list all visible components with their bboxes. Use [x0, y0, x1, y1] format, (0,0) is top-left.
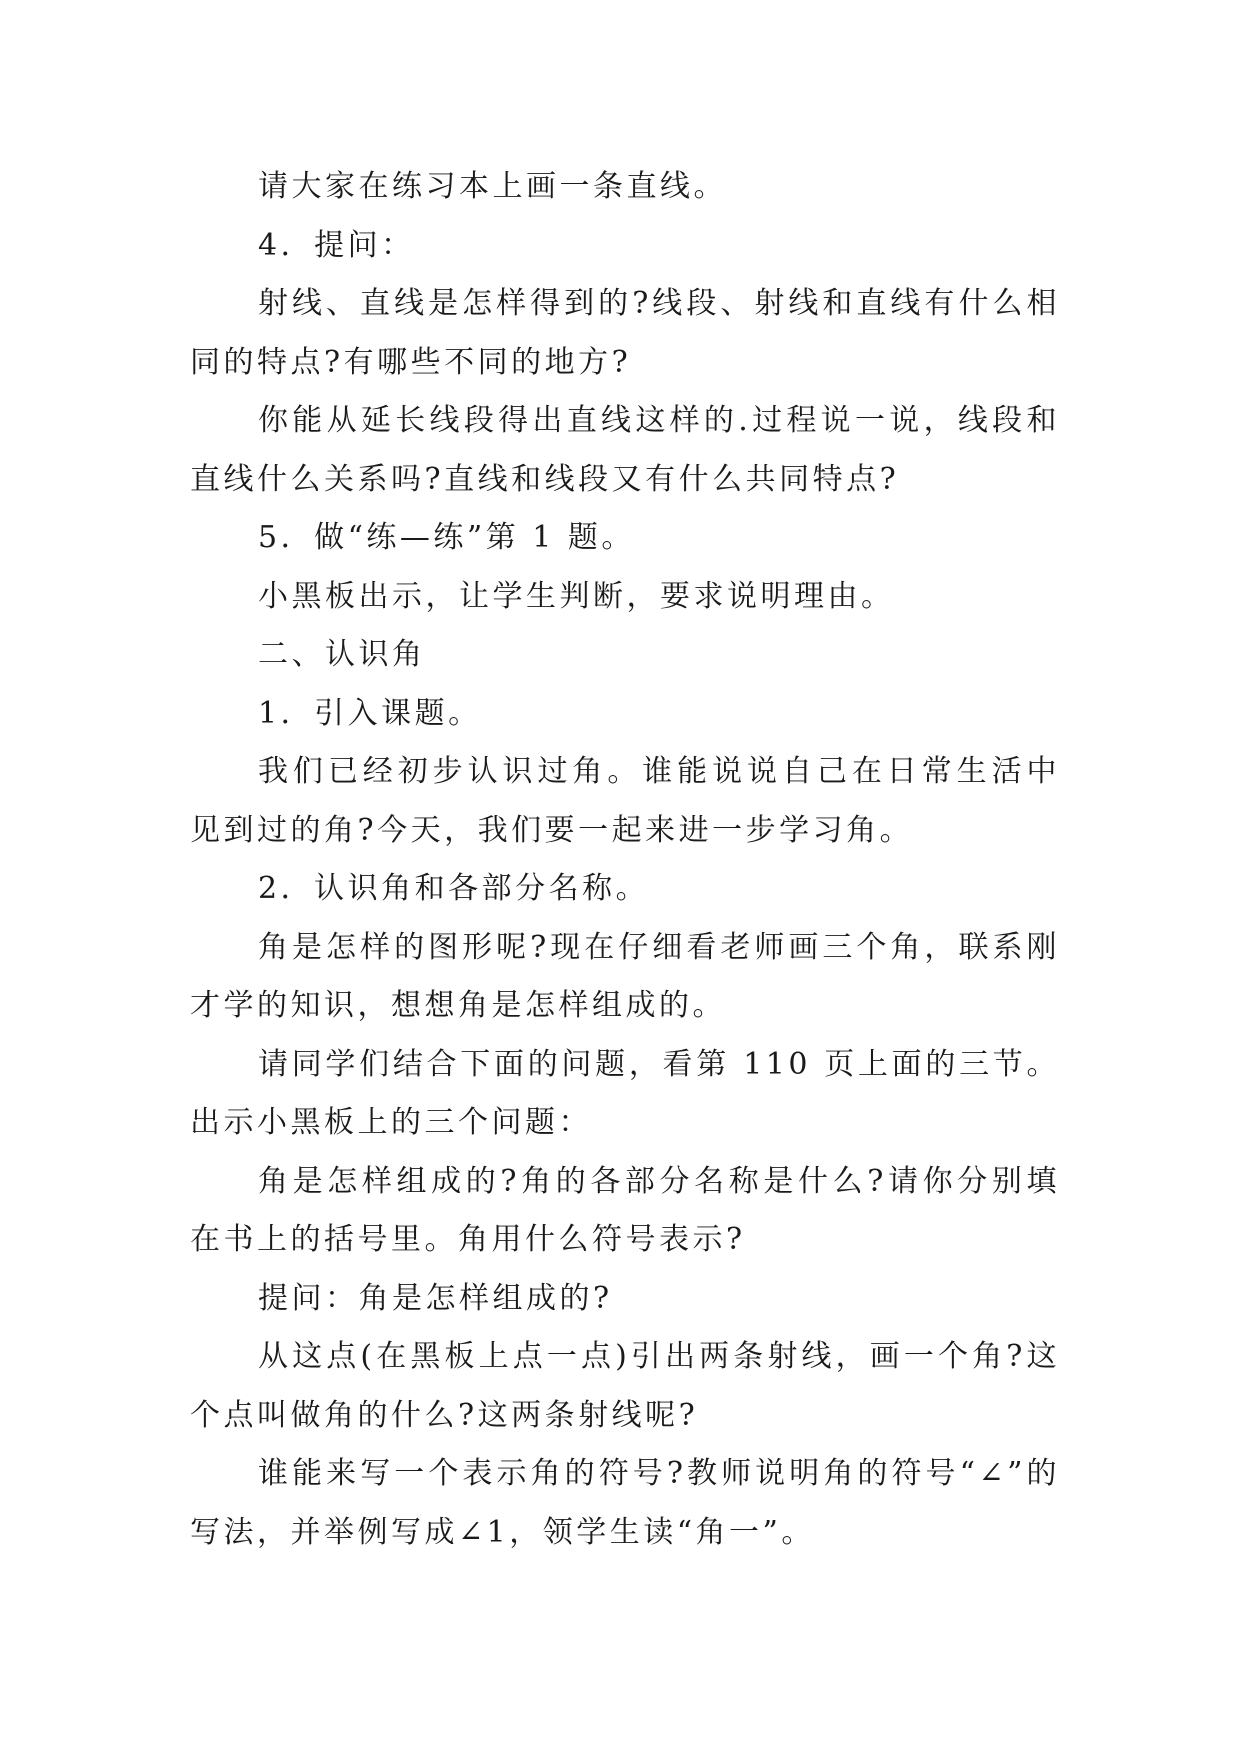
paragraph: 2．认识角和各部分名称。: [258, 871, 650, 906]
paragraph: 请同学们结合下面的问题，看第 110 页上面的三节。出示小黑板上的三个问题：: [190, 1046, 1060, 1140]
paragraph: 角是怎样组成的?角的各部分名称是什么?请你分别填在书上的括号里。角用什么符号表示?: [190, 1163, 1060, 1257]
paragraph: 谁能来写一个表示角的符号?教师说明角的符号“∠”的写法，并举例写成∠1，领学生读“角一”。: [190, 1456, 1060, 1550]
paragraph: 提问：角是怎样组成的?: [258, 1280, 613, 1316]
document-body: [190, 158, 1060, 1562]
paragraph: 我们已经初步认识过角。谁能说说自己在日常生活中见到过的角?今天，我们要一起来进一步学习角。: [190, 754, 1060, 848]
paragraph: 从这点(在黑板上点一点)引出两条射线，画一个角?这个点叫做角的什么?这两条射线呢?: [190, 1339, 1060, 1433]
paragraph: 1．引入课题。: [258, 695, 482, 731]
paragraph: 角是怎样的图形呢?现在仔细看老师画三个角，联系刚才学的知识，想想角是怎样组成的。: [190, 929, 1060, 1023]
paragraph: 射线、直线是怎样得到的?线段、射线和直线有什么相同的特点?有哪些不同的地方?: [190, 286, 1060, 380]
paragraph: 你能从延长线段得出直线这样的.过程说一说，线段和直线什么关系吗?直线和线段又有什么共同特点?: [190, 403, 1060, 497]
paragraph: 4．提问：: [258, 227, 415, 263]
paragraph: 小黑板出示，让学生判断，要求说明理由。: [258, 578, 895, 614]
paragraph: 请大家在练习本上画一条直线。: [258, 169, 727, 204]
section-heading: 二、认识角: [258, 637, 426, 672]
paragraph: 5．做“练—练”第 1 题。: [258, 520, 635, 555]
